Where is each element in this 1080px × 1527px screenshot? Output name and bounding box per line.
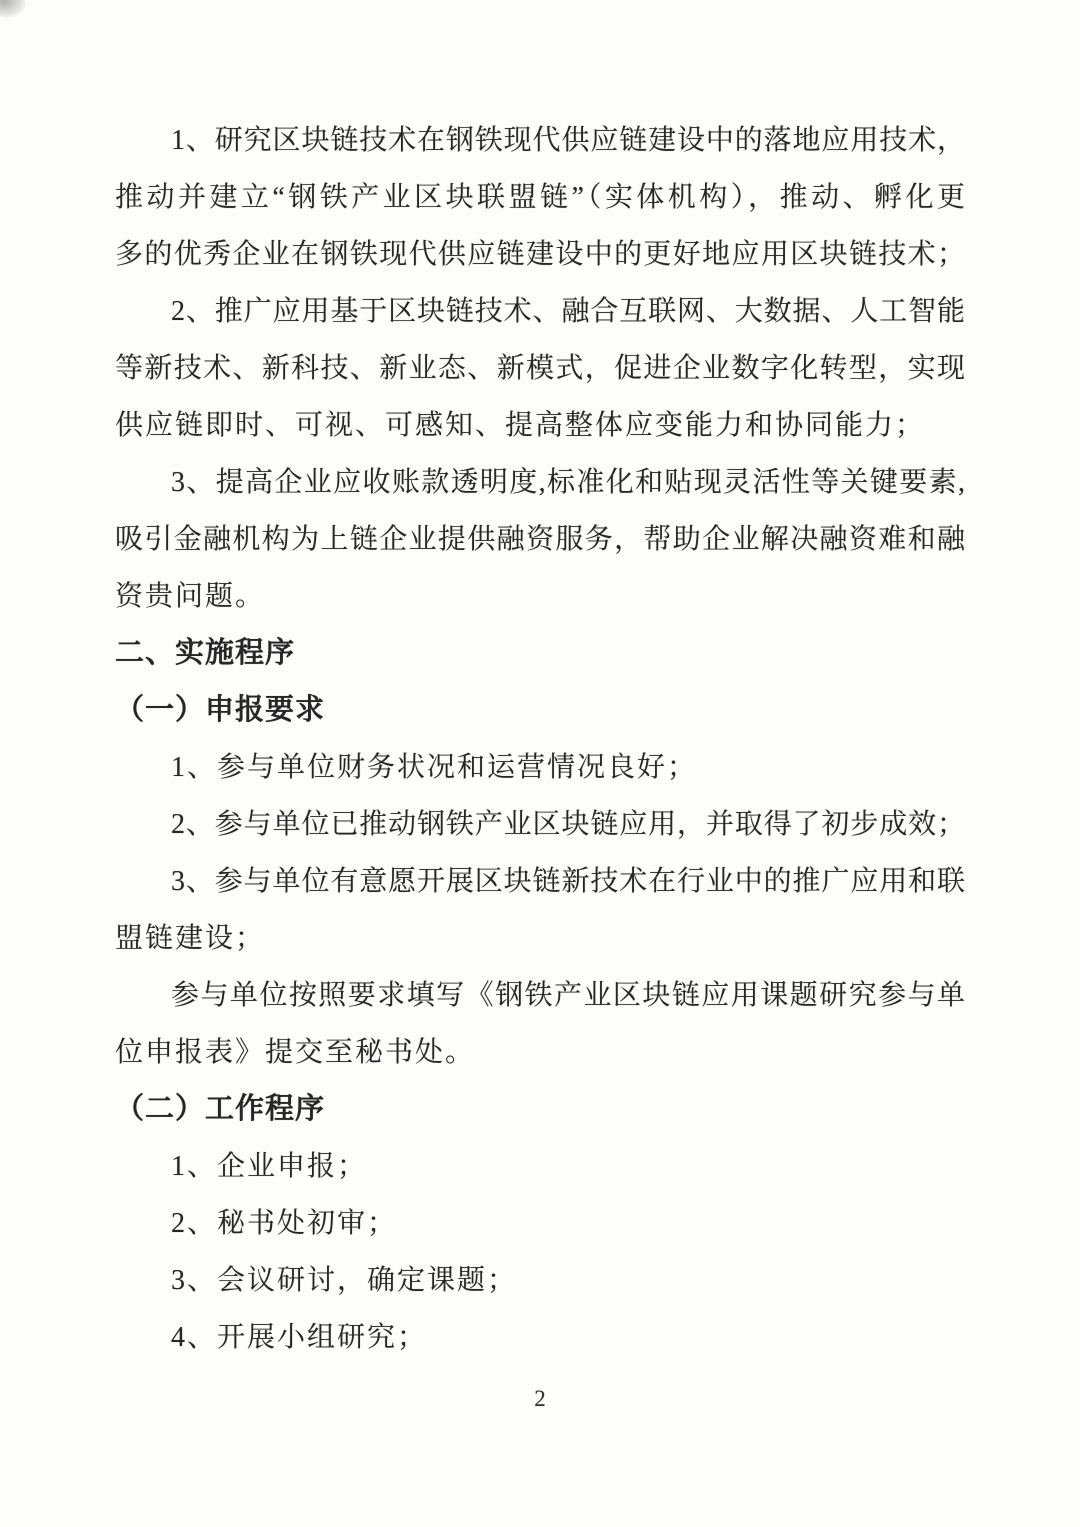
scan-artifact <box>0 0 26 18</box>
text-line: 参与单位按照要求填写《钢铁产业区块链应用课题研究参与单 <box>171 980 965 1011</box>
text-line: 1、企业申报； <box>171 1151 368 1182</box>
text-line: 1、研究区块链技术在钢铁现代供应链建设中的落地应用技术， <box>171 125 965 156</box>
text-line: 3、参与单位有意愿开展区块链新技术在行业中的推广应用和联 <box>171 866 965 897</box>
section-heading: 二、实施程序 <box>115 637 296 669</box>
text-line: 推动并建立“钢铁产业区块联盟链”（实体机构），推动、孵化更 <box>115 182 965 213</box>
text-line: 等新技术、新科技、新业态、新模式，促进企业数字化转型，实现 <box>115 353 965 384</box>
text-line: 2、秘书处初审； <box>171 1208 398 1239</box>
text-line: 盟链建设； <box>115 923 266 954</box>
text-line: 4、开展小组研究； <box>171 1322 428 1353</box>
text-line: 3、会议研讨，确定课题； <box>171 1265 518 1296</box>
text-line: 2、参与单位已推动钢铁产业区块链应用，并取得了初步成效； <box>171 809 965 840</box>
page-number: 2 <box>534 1386 546 1411</box>
text-line: 供应链即时、可视、可感知、提高整体应变能力和协同能力； <box>115 410 926 441</box>
text-line: 资贵问题。 <box>115 581 266 612</box>
text-line: 3、提高企业应收账款透明度,标准化和贴现灵活性等关键要素, <box>171 467 965 498</box>
section-heading: （二）工作程序 <box>115 1093 326 1125</box>
text-line: 多的优秀企业在钢铁现代供应链建设中的更好地应用区块链技术； <box>115 239 965 270</box>
text-line: 2、推广应用基于区块链技术、融合互联网、大数据、人工智能 <box>171 296 965 327</box>
text-line: 1、参与单位财务状况和运营情况良好； <box>171 752 698 783</box>
text-line: 吸引金融机构为上链企业提供融资服务，帮助企业解决融资难和融 <box>115 524 965 555</box>
section-heading: （一）申报要求 <box>115 694 326 726</box>
text-line: 位申报表》提交至秘书处。 <box>115 1037 476 1068</box>
document-body <box>115 112 965 1366</box>
